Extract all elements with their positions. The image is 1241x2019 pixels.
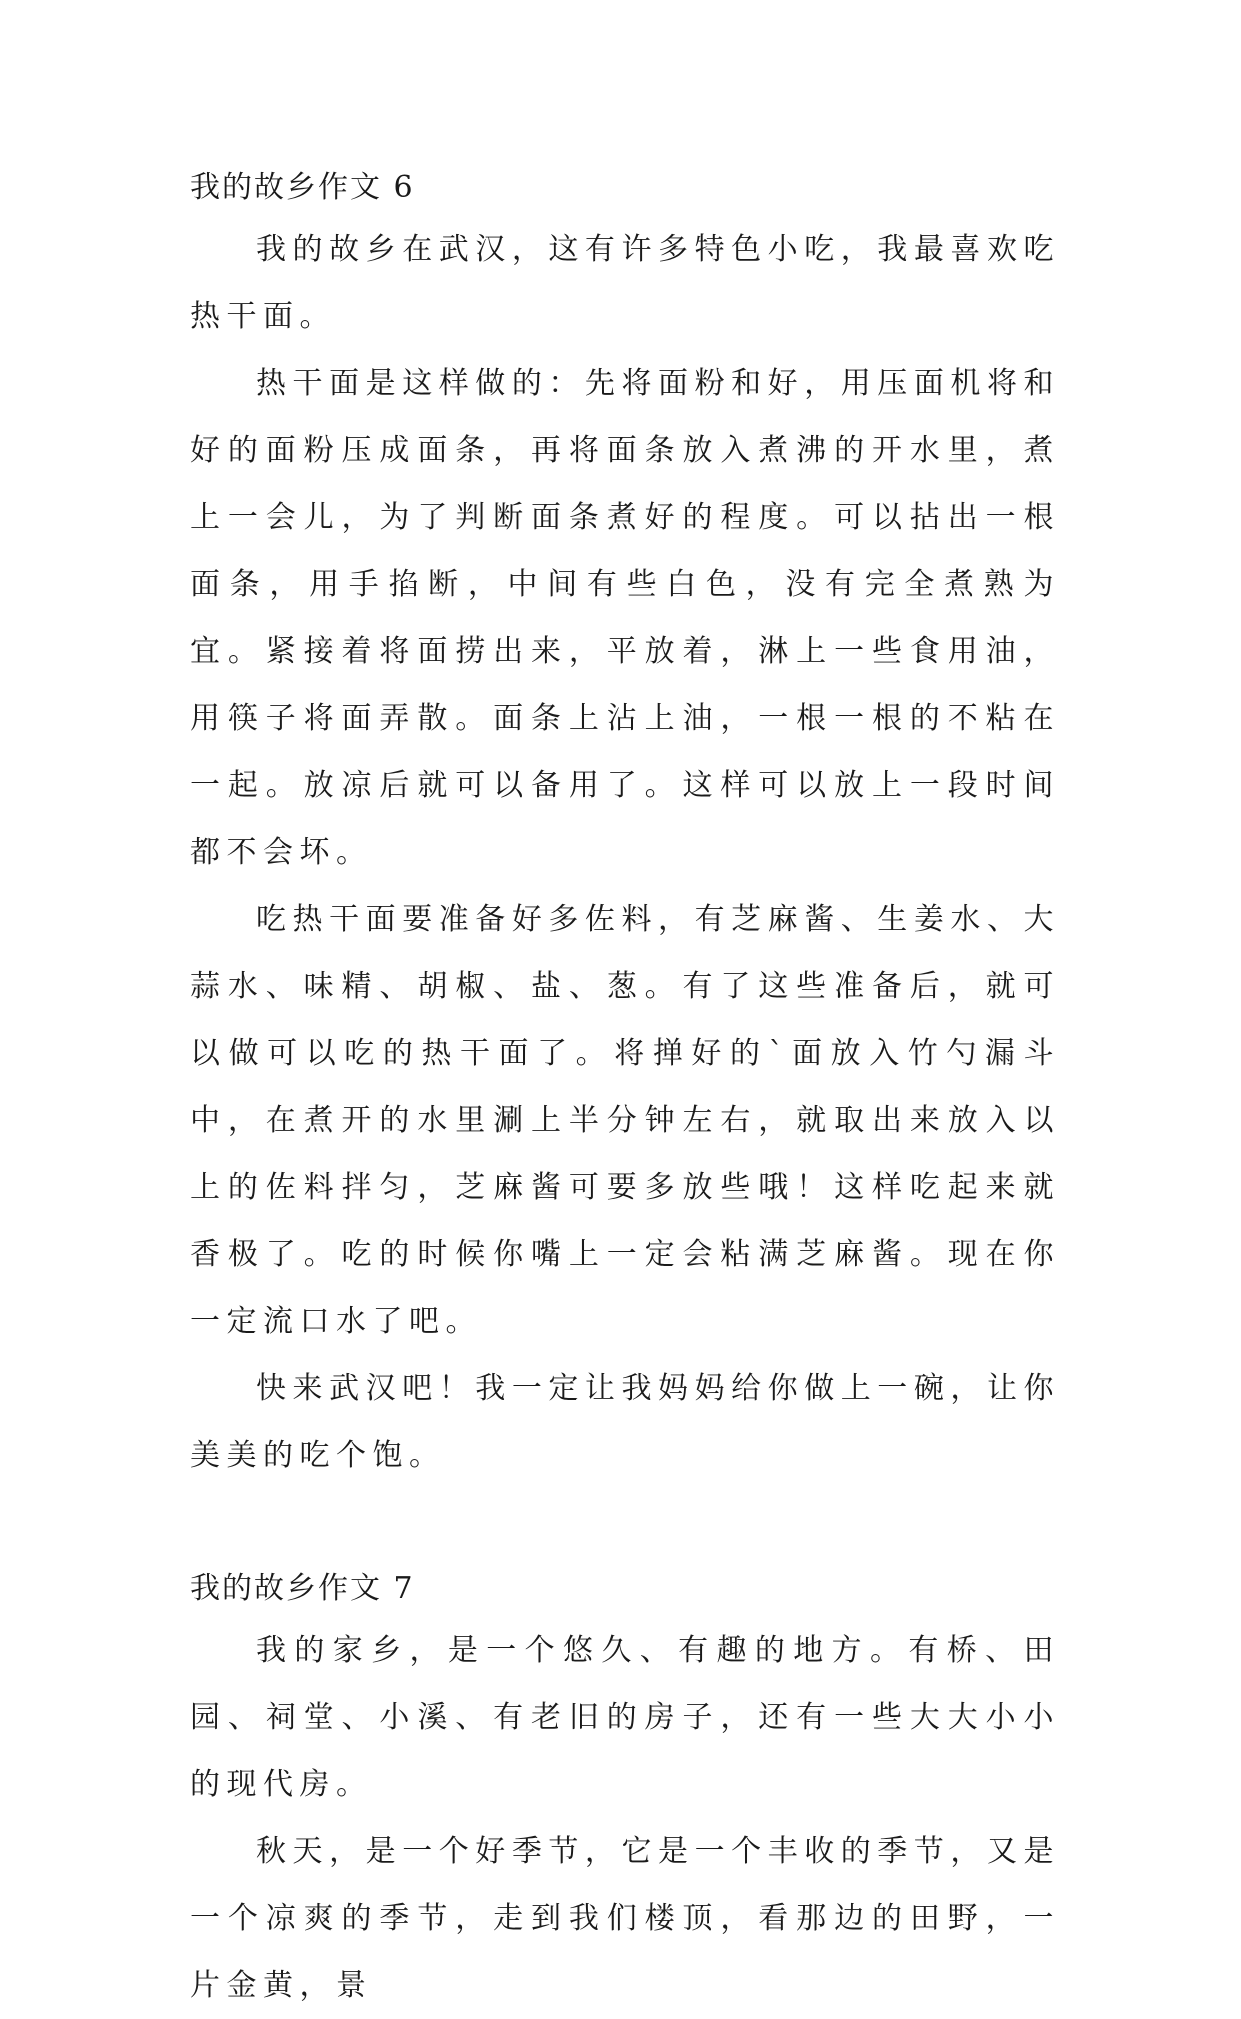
paragraph: 吃热干面要准备好多佐料，有芝麻酱、生姜水、大蒜水、味精、胡椒、盐、葱。有了这些准备后，就可以做可以吃的热干面了。将掸好的`面放入竹勺漏斗中，在煮开的水里涮上半分钟左右，就取出来放入以上的佐料拌匀，芝麻酱可要多放些哦！这样吃起来就香极了。吃的时候你嘴上一定会粘满芝麻酱。现在你一定流口水了吧。 [190,902,1060,1339]
document-body [190,160,1060,2019]
paragraph: 我的家乡，是一个悠久、有趣的地方。有桥、田园、祠堂、小溪、有老旧的房子，还有一些大大小小的现代房。 [190,1633,1060,1802]
paragraph: 秋天，是一个好季节，它是一个丰收的季节，又是一个凉爽的季节，走到我们楼顶，看那边的田野，一片金黄，景 [190,1834,1060,2003]
essay-section-6 [190,160,1060,1489]
paragraph: 我的故乡在武汉，这有许多特色小吃，我最喜欢吃热干面。 [190,232,1060,334]
essay-section-7 [190,1561,1060,2019]
essay-heading: 我的故乡作文 6 [190,170,415,205]
paragraph: 快来武汉吧！我一定让我妈妈给你做上一碗，让你美美的吃个饱。 [190,1371,1060,1473]
essay-heading: 我的故乡作文 7 [190,1571,415,1606]
paragraph: 热干面是这样做的：先将面粉和好，用压面机将和好的面粉压成面条，再将面条放入煮沸的开水里，煮上一会儿，为了判断面条煮好的程度。可以拈出一根面条，用手掐断，中间有些白色，没有完全煮熟为宜。紧接着将面捞出来，平放着，淋上一些食用油，用筷子将面弄散。面条上沾上油，一根一根的不粘在一起。放凉后就可以备用了。这样可以放上一段时间都不会坏。 [190,366,1060,870]
